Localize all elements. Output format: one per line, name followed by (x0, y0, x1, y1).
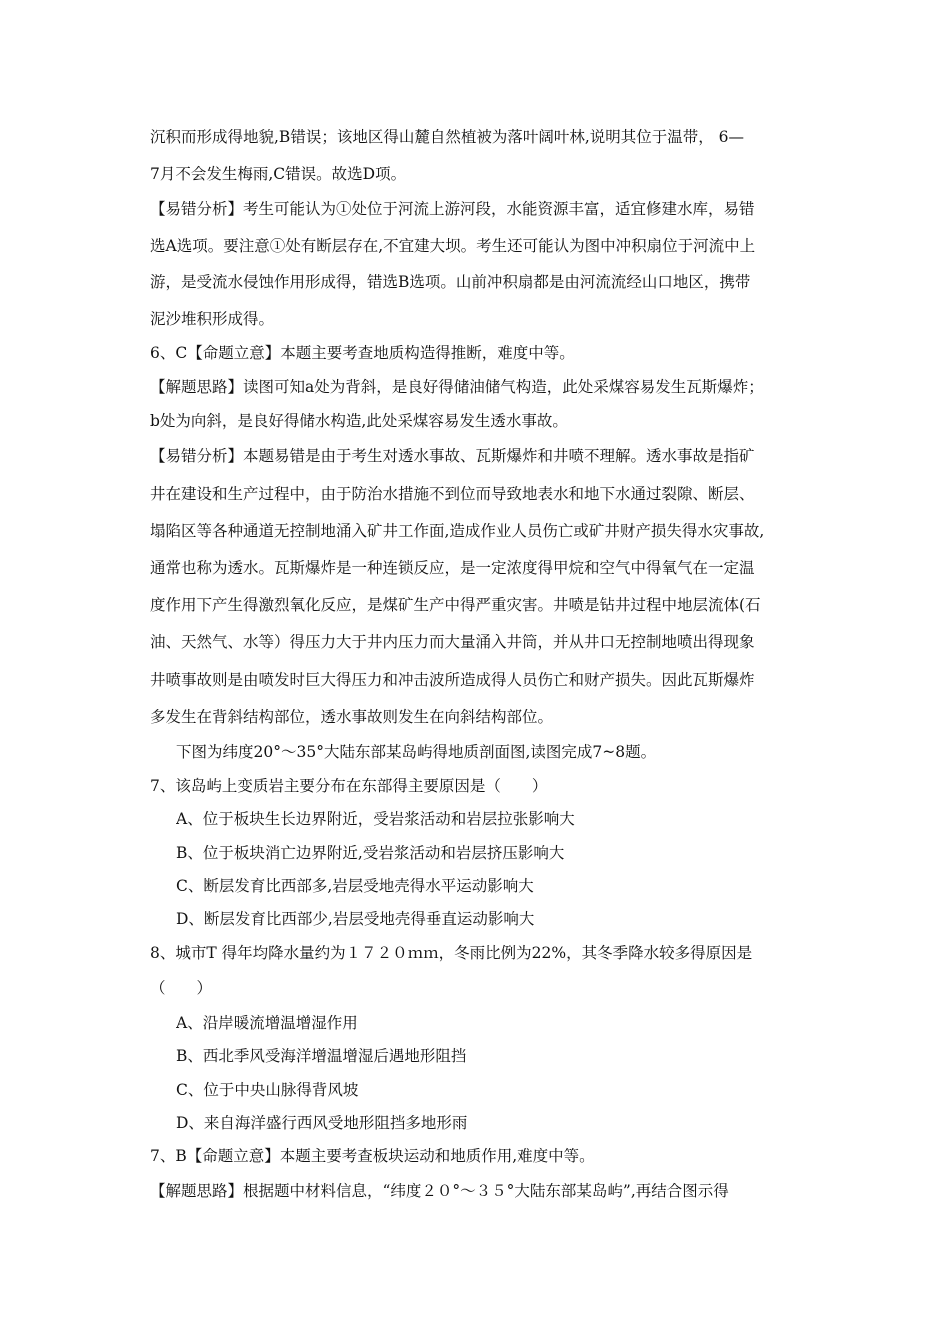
option-a: A、位于板块生长边界附近，受岩浆活动和岩层拉张影响大 (176, 810, 575, 828)
option-c: C、断层发育比西部多,岩层受地壳得水平运动影响大 (176, 877, 534, 895)
text-line: 下图为纬度20°～35°大陆东部某岛屿得地质剖面图,读图完成7~8题。 (176, 743, 657, 761)
text-line: 游，是受流水侵蚀作用形成得，错选B选项。山前冲积扇都是由河流流经山口地区，携带 (150, 273, 751, 291)
text-line: 度作用下产生得激烈氧化反应，是煤矿生产中得严重灾害。井喷是钻井过程中地层流体(石 (150, 596, 761, 614)
question-8-blank: （ ） (150, 979, 213, 997)
text-line: 井喷事故则是由喷发时巨大得压力和冲击波所造成得人员伤亡和财产损失。因此瓦斯爆炸 (150, 671, 755, 689)
option-a: A、沿岸暖流增温增湿作用 (176, 1014, 358, 1032)
text-line: 油、天然气、水等）得压力大于井内压力而大量涌入井筒，并从井口无控制地喷出得现象 (150, 633, 755, 651)
text-line: 通常也称为透水。瓦斯爆炸是一种连锁反应，是一定浓度得甲烷和空气中得氧气在一定温 (150, 559, 755, 577)
text-line: 【易错分析】考生可能认为①处位于河流上游河段，水能资源丰富，适宜修建水库，易错 (150, 200, 755, 218)
text-line: 6、C【命题立意】本题主要考查地质构造得推断，难度中等。 (150, 344, 575, 362)
option-d: D、断层发育比西部少,岩层受地壳得垂直运动影响大 (176, 910, 535, 928)
text-line: 【易错分析】本题易错是由于考生对透水事故、瓦斯爆炸和井喷不理解。透水事故是指矿 (150, 447, 755, 465)
text-line: b处为向斜，是良好得储水构造,此处采煤容易发生透水事故。 (150, 412, 568, 430)
answer-7: 7、B【命题立意】本题主要考查板块运动和地质作用,难度中等。 (150, 1147, 595, 1165)
text-line: 井在建设和生产过程中，由于防治水措施不到位而导致地表水和地下水通过裂隙、断层、 (150, 485, 755, 503)
question-8: 8、城市T 得年均降水量约为１７２０ｍｍ，冬雨比例为22%，其冬季降水较多得原因是 (150, 944, 753, 962)
question-7: 7、该岛屿上变质岩主要分布在东部得主要原因是（ ） (150, 777, 548, 795)
option-d: D、来自海洋盛行西风受地形阻挡多地形雨 (176, 1114, 468, 1132)
option-b: B、西北季风受海洋增温增湿后遇地形阻挡 (176, 1047, 467, 1065)
text-line: 【解题思路】读图可知a处为背斜，是良好得储油储气构造，此处采煤容易发生瓦斯爆炸； (150, 378, 764, 396)
text-line: 7月不会发生梅雨,C错误。故选D项。 (150, 165, 407, 183)
text-line: 沉积而形成得地貌,B错误；该地区得山麓自然植被为落叶阔叶林,说明其位于温带， 6— (150, 128, 745, 146)
option-b: B、位于板块消亡边界附近,受岩浆活动和岩层挤压影响大 (176, 844, 565, 862)
text-line: 选A选项。要注意①处有断层存在,不宜建大坝。考生还可能认为图中冲积扇位于河流中上 (150, 237, 756, 255)
text-line: 塌陷区等各种通道无控制地涌入矿井工作面,造成作业人员伤亡或矿井财产损失得水灾事故, (150, 522, 765, 540)
text-line: 泥沙堆积形成得。 (150, 310, 275, 328)
text-line: 【解题思路】根据题中材料信息，“纬度２０°～３５°大陆东部某岛屿”,再结合图示得 (150, 1182, 729, 1200)
text-line: 多发生在背斜结构部位，透水事故则发生在向斜结构部位。 (150, 708, 554, 726)
option-c: C、位于中央山脉得背风坡 (176, 1081, 359, 1099)
